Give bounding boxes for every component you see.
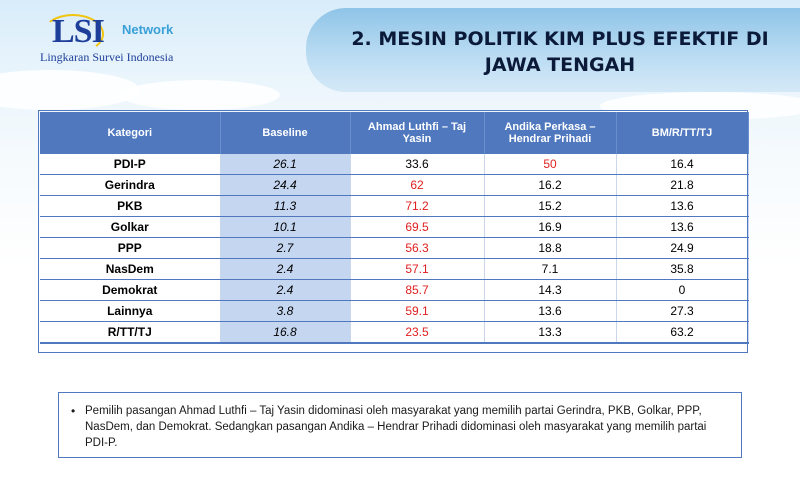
cell-kategori: R/TT/TJ xyxy=(40,322,220,344)
bullet-icon: • xyxy=(71,404,76,418)
cell-baseline: 3.8 xyxy=(220,301,350,322)
cell-baseline: 26.1 xyxy=(220,154,350,175)
table-row xyxy=(40,280,748,301)
cell-bm-r-tt-tj: 21.8 xyxy=(616,175,748,196)
header-andika-hendrar: Andika Perkasa – Hendrar Prihadi xyxy=(484,112,616,154)
cell-kategori: PDI-P xyxy=(40,154,220,175)
cell-luthfi-yasin: 57.1 xyxy=(350,259,484,280)
cell-kategori: PKB xyxy=(40,196,220,217)
cell-kategori: Demokrat xyxy=(40,280,220,301)
cell-andika-hendrar: 16.2 xyxy=(484,175,616,196)
table-row xyxy=(40,196,748,217)
logo-network-label: Network xyxy=(122,22,174,37)
page-title-line-1: 2. MESIN POLITIK KIM PLUS EFEKTIF DI xyxy=(351,28,769,50)
cell-andika-hendrar: 13.6 xyxy=(484,301,616,322)
lsi-logo xyxy=(40,12,210,64)
cell-kategori: NasDem xyxy=(40,259,220,280)
header-luthfi-yasin: Ahmad Luthfi – Taj Yasin xyxy=(350,112,484,154)
cell-luthfi-yasin: 23.5 xyxy=(350,322,484,344)
cell-luthfi-yasin: 71.2 xyxy=(350,196,484,217)
cell-bm-r-tt-tj: 16.4 xyxy=(616,154,748,175)
cell-kategori: Lainnya xyxy=(40,301,220,322)
cell-baseline: 24.4 xyxy=(220,175,350,196)
cloud-decoration xyxy=(120,80,280,110)
header-kategori: Kategori xyxy=(40,112,220,154)
table-header-row xyxy=(40,112,748,154)
header-baseline: Baseline xyxy=(220,112,350,154)
cell-andika-hendrar: 18.8 xyxy=(484,238,616,259)
table-row xyxy=(40,322,748,344)
cell-luthfi-yasin: 33.6 xyxy=(350,154,484,175)
table-row xyxy=(40,238,748,259)
cell-kategori: PPP xyxy=(40,238,220,259)
cell-baseline: 10.1 xyxy=(220,217,350,238)
header-bm-r-tt-tj: BM/R/TT/TJ xyxy=(616,112,748,154)
cell-bm-r-tt-tj: 27.3 xyxy=(616,301,748,322)
cell-luthfi-yasin: 56.3 xyxy=(350,238,484,259)
cell-luthfi-yasin: 59.1 xyxy=(350,301,484,322)
page-title-line-2: JAWA TENGAH xyxy=(484,54,636,76)
cell-luthfi-yasin: 85.7 xyxy=(350,280,484,301)
cell-andika-hendrar: 15.2 xyxy=(484,196,616,217)
cell-kategori: Gerindra xyxy=(40,175,220,196)
cell-luthfi-yasin: 69.5 xyxy=(350,217,484,238)
cell-baseline: 16.8 xyxy=(220,322,350,344)
cell-luthfi-yasin: 62 xyxy=(350,175,484,196)
cell-bm-r-tt-tj: 63.2 xyxy=(616,322,748,344)
table-row xyxy=(40,154,748,175)
cell-bm-r-tt-tj: 13.6 xyxy=(616,217,748,238)
summary-note xyxy=(58,392,742,458)
page-title xyxy=(320,26,800,78)
logo-mark: LSI xyxy=(52,13,104,50)
cell-kategori: Golkar xyxy=(40,217,220,238)
cell-baseline: 2.4 xyxy=(220,280,350,301)
table-row xyxy=(40,259,748,280)
cell-andika-hendrar: 14.3 xyxy=(484,280,616,301)
cell-baseline: 2.4 xyxy=(220,259,350,280)
cell-bm-r-tt-tj: 24.9 xyxy=(616,238,748,259)
cell-baseline: 11.3 xyxy=(220,196,350,217)
cell-baseline: 2.7 xyxy=(220,238,350,259)
logo-subtitle: Lingkaran Survei Indonesia xyxy=(40,50,174,64)
table-row xyxy=(40,301,748,322)
cell-andika-hendrar: 13.3 xyxy=(484,322,616,344)
cell-bm-r-tt-tj: 13.6 xyxy=(616,196,748,217)
cell-bm-r-tt-tj: 0 xyxy=(616,280,748,301)
cell-bm-r-tt-tj: 35.8 xyxy=(616,259,748,280)
cell-andika-hendrar: 7.1 xyxy=(484,259,616,280)
table-row xyxy=(40,217,748,238)
results-table xyxy=(40,112,749,344)
results-table-container xyxy=(40,112,748,352)
cell-andika-hendrar: 50 xyxy=(484,154,616,175)
summary-note-text: Pemilih pasangan Ahmad Luthfi – Taj Yasin didominasi oleh masyarakat yang memilih partai Gerindra, PKB, Golkar, PPP, NasDem, dan Demokrat. Sedangkan pasangan Andika – Hendrar Prihadi didominasi oleh masyarakat yang memilih partai PDI-P. xyxy=(85,405,707,449)
cell-andika-hendrar: 16.9 xyxy=(484,217,616,238)
table-row xyxy=(40,175,748,196)
